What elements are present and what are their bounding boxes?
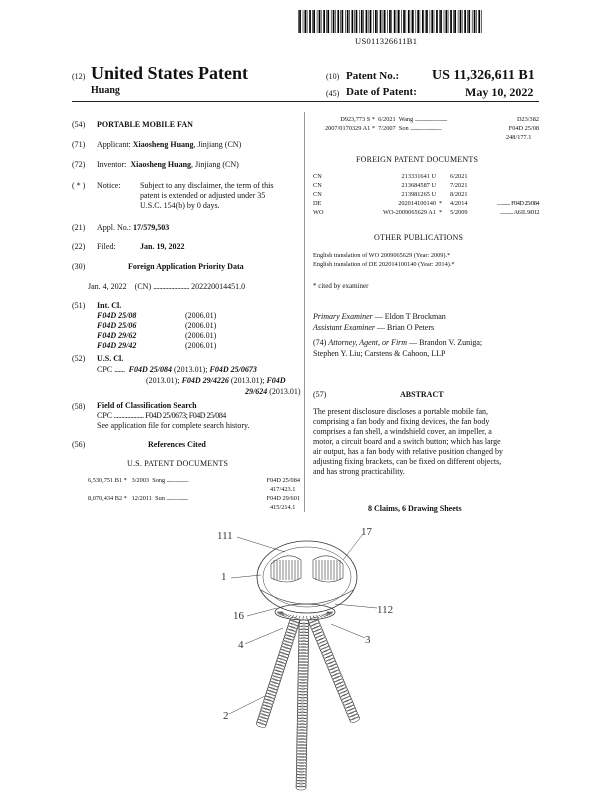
notice-line: U.S.C. 154(b) by 0 days. [140,201,220,210]
ref-subclass: 415/214.1 [270,504,296,511]
field-code-notice: ( * ) [72,181,86,190]
invention-title: PORTABLE MOBILE FAN [97,120,193,129]
appl-no: 17/579,503 [133,223,170,232]
ref-number: 6,530,751 B1 * [88,477,127,484]
attorney-label: Attorney, Agent, or Firm [328,338,408,347]
ref-class: F04D 29/601 [266,495,300,502]
attorney-line-1 [313,338,482,348]
cpc-code: F04D 29/4226 [181,376,229,385]
field-code-58: (58) [72,402,86,411]
applicant-line [97,140,241,150]
field-code-21: (21) [72,223,86,232]
ref-name: Wang [398,116,414,123]
abstract-line: air output, has a fan body with relative position changed by [313,447,503,456]
callout-112: 112 [377,604,394,616]
priority-date: Jan. 4, 2022 [88,282,127,291]
inventor-location: , Jinjiang (CN) [191,160,239,169]
ref-name: Song [152,477,166,484]
foreign-date: 7/2021 [450,182,468,189]
inventor-line [97,160,239,170]
field-code-72: (72) [72,160,86,169]
foreign-class-col [472,173,539,218]
applicant-location: , Jinjiang (CN) [193,140,242,149]
int-cl-code: F04D 29/42 [97,341,137,350]
foreign-date: 4/2014 [450,200,468,207]
callout-4: 4 [238,639,244,651]
cpc-code: F04D [266,376,286,385]
priority-heading: Foreign Application Priority Data [128,262,244,271]
applicant-name: Xiaosheng Huang [132,140,194,149]
int-cl-year: (2006.01) [185,331,217,340]
cpc-code: 29/624 [245,387,268,396]
ref-class: F04D 25/084 [266,477,300,484]
field-code-71: (71) [72,140,86,149]
int-cl-codes [97,311,136,351]
foreign-number: 213684587 U [401,182,436,189]
field-code-22: (22) [72,242,86,251]
patent-date: May 10, 2022 [465,85,534,99]
callout-111: 111 [217,530,233,542]
foreign-country-col [313,173,324,218]
other-publications-heading: OTHER PUBLICATIONS [374,233,464,242]
callout-1: 1 [221,571,227,583]
field-code-30: (30) [72,262,86,271]
ref-name: Sun [155,495,165,502]
patent-number: US 11,326,611 B1 [432,68,535,83]
us-ref-row [313,116,539,124]
int-cl-code: F04D 25/08 [97,311,137,320]
ref-dots: ............................. [410,125,442,132]
callout-2: 2 [223,710,229,722]
notice-label: Notice: [97,181,121,190]
publication-item: English translation of DE 202014100140 (Year: 2014).* [313,261,455,268]
field-cpc-text: .................... F04D 25/0673; F04D 25/084 [112,411,226,420]
attorney-code: (74) [313,338,329,347]
leg-right [308,616,361,724]
ref-subclass: 248/177.1 [506,134,532,141]
field-code-52: (52) [72,354,86,363]
attorney-names: — Brandon V. Zuniga; [407,338,483,347]
priority-row [88,282,245,292]
other-publications [313,252,455,270]
abstract-heading: ABSTRACT [400,390,444,399]
priority-dots: ........................ [153,282,190,291]
cited-by-examiner-note: * cited by examiner [313,282,369,290]
primary-examiner-name: — Eldon T Brockman [372,312,446,321]
ref-dots: .................... [166,477,189,484]
ref-date: 12/2011 [131,495,152,502]
fan-lower-rim [261,590,353,604]
foreign-number: 213981265 U [401,191,436,198]
ref-dots: .............................. [414,116,448,123]
assistant-examiner-name: — Brian O Peters [375,323,435,332]
field-search-note: See application file for complete search history. [97,421,250,430]
cpc-label: CPC [97,365,113,374]
column-divider [304,112,305,512]
foreign-date: 8/2021 [450,191,468,198]
applicant-label: Applicant: [97,140,131,149]
cpc-line-3 [245,387,301,397]
field-cpc-label: CPC [97,411,113,420]
int-cl-code: F04D 29/62 [97,331,137,340]
us-ref-row [88,477,300,485]
cpc-year: (2013.01); [171,365,210,374]
int-cl-heading: Int. Cl. [97,301,122,310]
notice-text [140,181,273,211]
appl-no-line [97,223,169,233]
field-code-56: (56) [72,440,86,449]
foreign-star: * [439,209,443,216]
ref-name: Son [398,125,409,132]
abstract-line: comprises a fan shell, a windshield cover, an impeller, a [313,427,492,436]
refs-heading: References Cited [148,440,206,449]
foreign-star [439,182,442,191]
foreign-docs-heading: FOREIGN PATENT DOCUMENTS [356,155,479,164]
ref-class: F04D 25/08 [508,125,539,132]
us-ref-row [313,125,539,133]
abstract-text [313,407,539,477]
ref-number: 2007/0170329 A1 * [324,125,375,132]
cpc-dots: ....... [114,365,125,374]
field-search-cpc [97,411,226,421]
abstract-line: The present disclosure discloses a portable mobile fan, [313,407,489,416]
cpc-line-2 [146,376,286,386]
ref-number: 8,070,434 B2 * [88,495,127,502]
patent-no-label: Patent No.: [346,70,400,82]
publication-item: English translation of WO 2009065629 (Year: 2009).* [313,252,451,259]
int-cl-year: (2006.01) [185,341,217,350]
callout-16: 16 [233,610,244,622]
code-10: (10) [326,72,340,81]
filed-label: Filed: [97,242,116,251]
date-label: Date of Patent: [346,86,417,98]
foreign-date: 6/2021 [450,173,468,180]
fan-shell [257,541,357,613]
leg-left [256,617,301,729]
foreign-number-col [334,173,436,218]
foreign-date-col [450,173,468,218]
us-cl-heading: U.S. Cl. [97,354,124,363]
leg-middle [296,620,309,790]
callout-17: 17 [361,526,372,538]
ref-subclass: 417/423.1 [270,486,296,493]
appl-no-label: Appl. No.: [97,223,131,232]
int-cl-year: (2006.01) [185,321,217,330]
cpc-code: F04D 25/084 [128,365,172,374]
foreign-class: ............ A61L 9/012 [500,209,539,216]
foreign-country: WO [313,209,324,216]
inventor-name: Xiaosheng Huang [130,160,192,169]
notice-line: patent is extended or adjusted under 35 [140,191,266,200]
priority-number: 202220014451.0 [191,282,246,291]
code-45: (45) [326,89,340,98]
ref-dots: .................... [166,495,189,502]
us-ref-row [88,495,300,503]
attorney-line-2: Stephen Y. Liu; Carstens & Cahoon, LLP [313,349,446,358]
foreign-date: 5/2009 [450,209,468,216]
priority-country: (CN) [134,282,152,291]
inventor-label: Inventor: [97,160,127,169]
code-12: (12) [72,72,86,81]
foreign-class [472,182,539,191]
assistant-examiner-label: Assistant Examiner [313,323,375,332]
notice-line: Subject to any disclaimer, the term of this [140,181,274,190]
foreign-class [472,191,539,200]
foreign-star: * [439,200,443,207]
primary-examiner-label: Primary Examiner [313,312,373,321]
int-cl-years [185,311,216,351]
primary-examiner [313,312,446,322]
callout-3: 3 [365,634,371,646]
foreign-star-col [439,173,442,218]
foreign-class: ............ F04D 25/084 [497,200,539,207]
us-docs-heading: U.S. PATENT DOCUMENTS [127,459,229,468]
barcode-number: US011326611B1 [355,36,418,46]
ref-date: 7/2007 [378,125,396,132]
abstract-line: and has strong practicability. [313,467,405,476]
cpc-year: (2013.01) [267,387,301,396]
int-cl-year: (2006.01) [185,311,217,320]
foreign-number: 213331641 U [401,173,436,180]
foreign-country: DE [313,200,322,207]
field-search-heading: Field of Classification Search [97,401,197,410]
int-cl-code: F04D 25/06 [97,321,137,330]
header-rule [72,101,539,102]
filed-date: Jan. 19, 2022 [140,242,185,251]
patent-title: United States Patent [91,63,248,83]
foreign-number: 202014100140 [398,200,436,207]
foreign-country: CN [313,191,322,198]
foreign-star [439,191,442,200]
cpc-year: (2013.01); [228,376,267,385]
inventor-surname: Huang [91,85,120,96]
claims-summary: 8 Claims, 6 Drawing Sheets [368,504,462,513]
ref-date: 3/2003 [131,477,150,484]
foreign-star [439,173,442,182]
fan-grille [271,556,343,582]
cpc-year: (2013.01); [146,376,182,385]
foreign-number: WO-2009065629 A1 [383,209,436,216]
field-code-54: (54) [72,120,86,129]
ref-class: D23/382 [516,116,539,123]
field-code-57: (57) [313,390,327,399]
abstract-line: comprising a fan body and fixing devices, the fan body [313,417,490,426]
cpc-code: F04D 25/0673 [209,365,257,374]
abstract-line: adjusting fixing brackets, can be fixed on different objects, [313,457,502,466]
fan-base [275,604,335,620]
abstract-line: motor, a circuit board and a switch button; which has large [313,437,501,446]
foreign-country: CN [313,182,322,189]
foreign-country: CN [313,173,322,180]
field-code-51: (51) [72,301,86,310]
assistant-examiner [313,323,434,333]
barcode [298,10,484,33]
fan-figure [205,520,405,800]
foreign-class [472,173,539,182]
cpc-line-1 [97,365,257,375]
ref-date: 6/2021 [378,116,396,123]
ref-number: D923,773 S * [340,116,375,123]
